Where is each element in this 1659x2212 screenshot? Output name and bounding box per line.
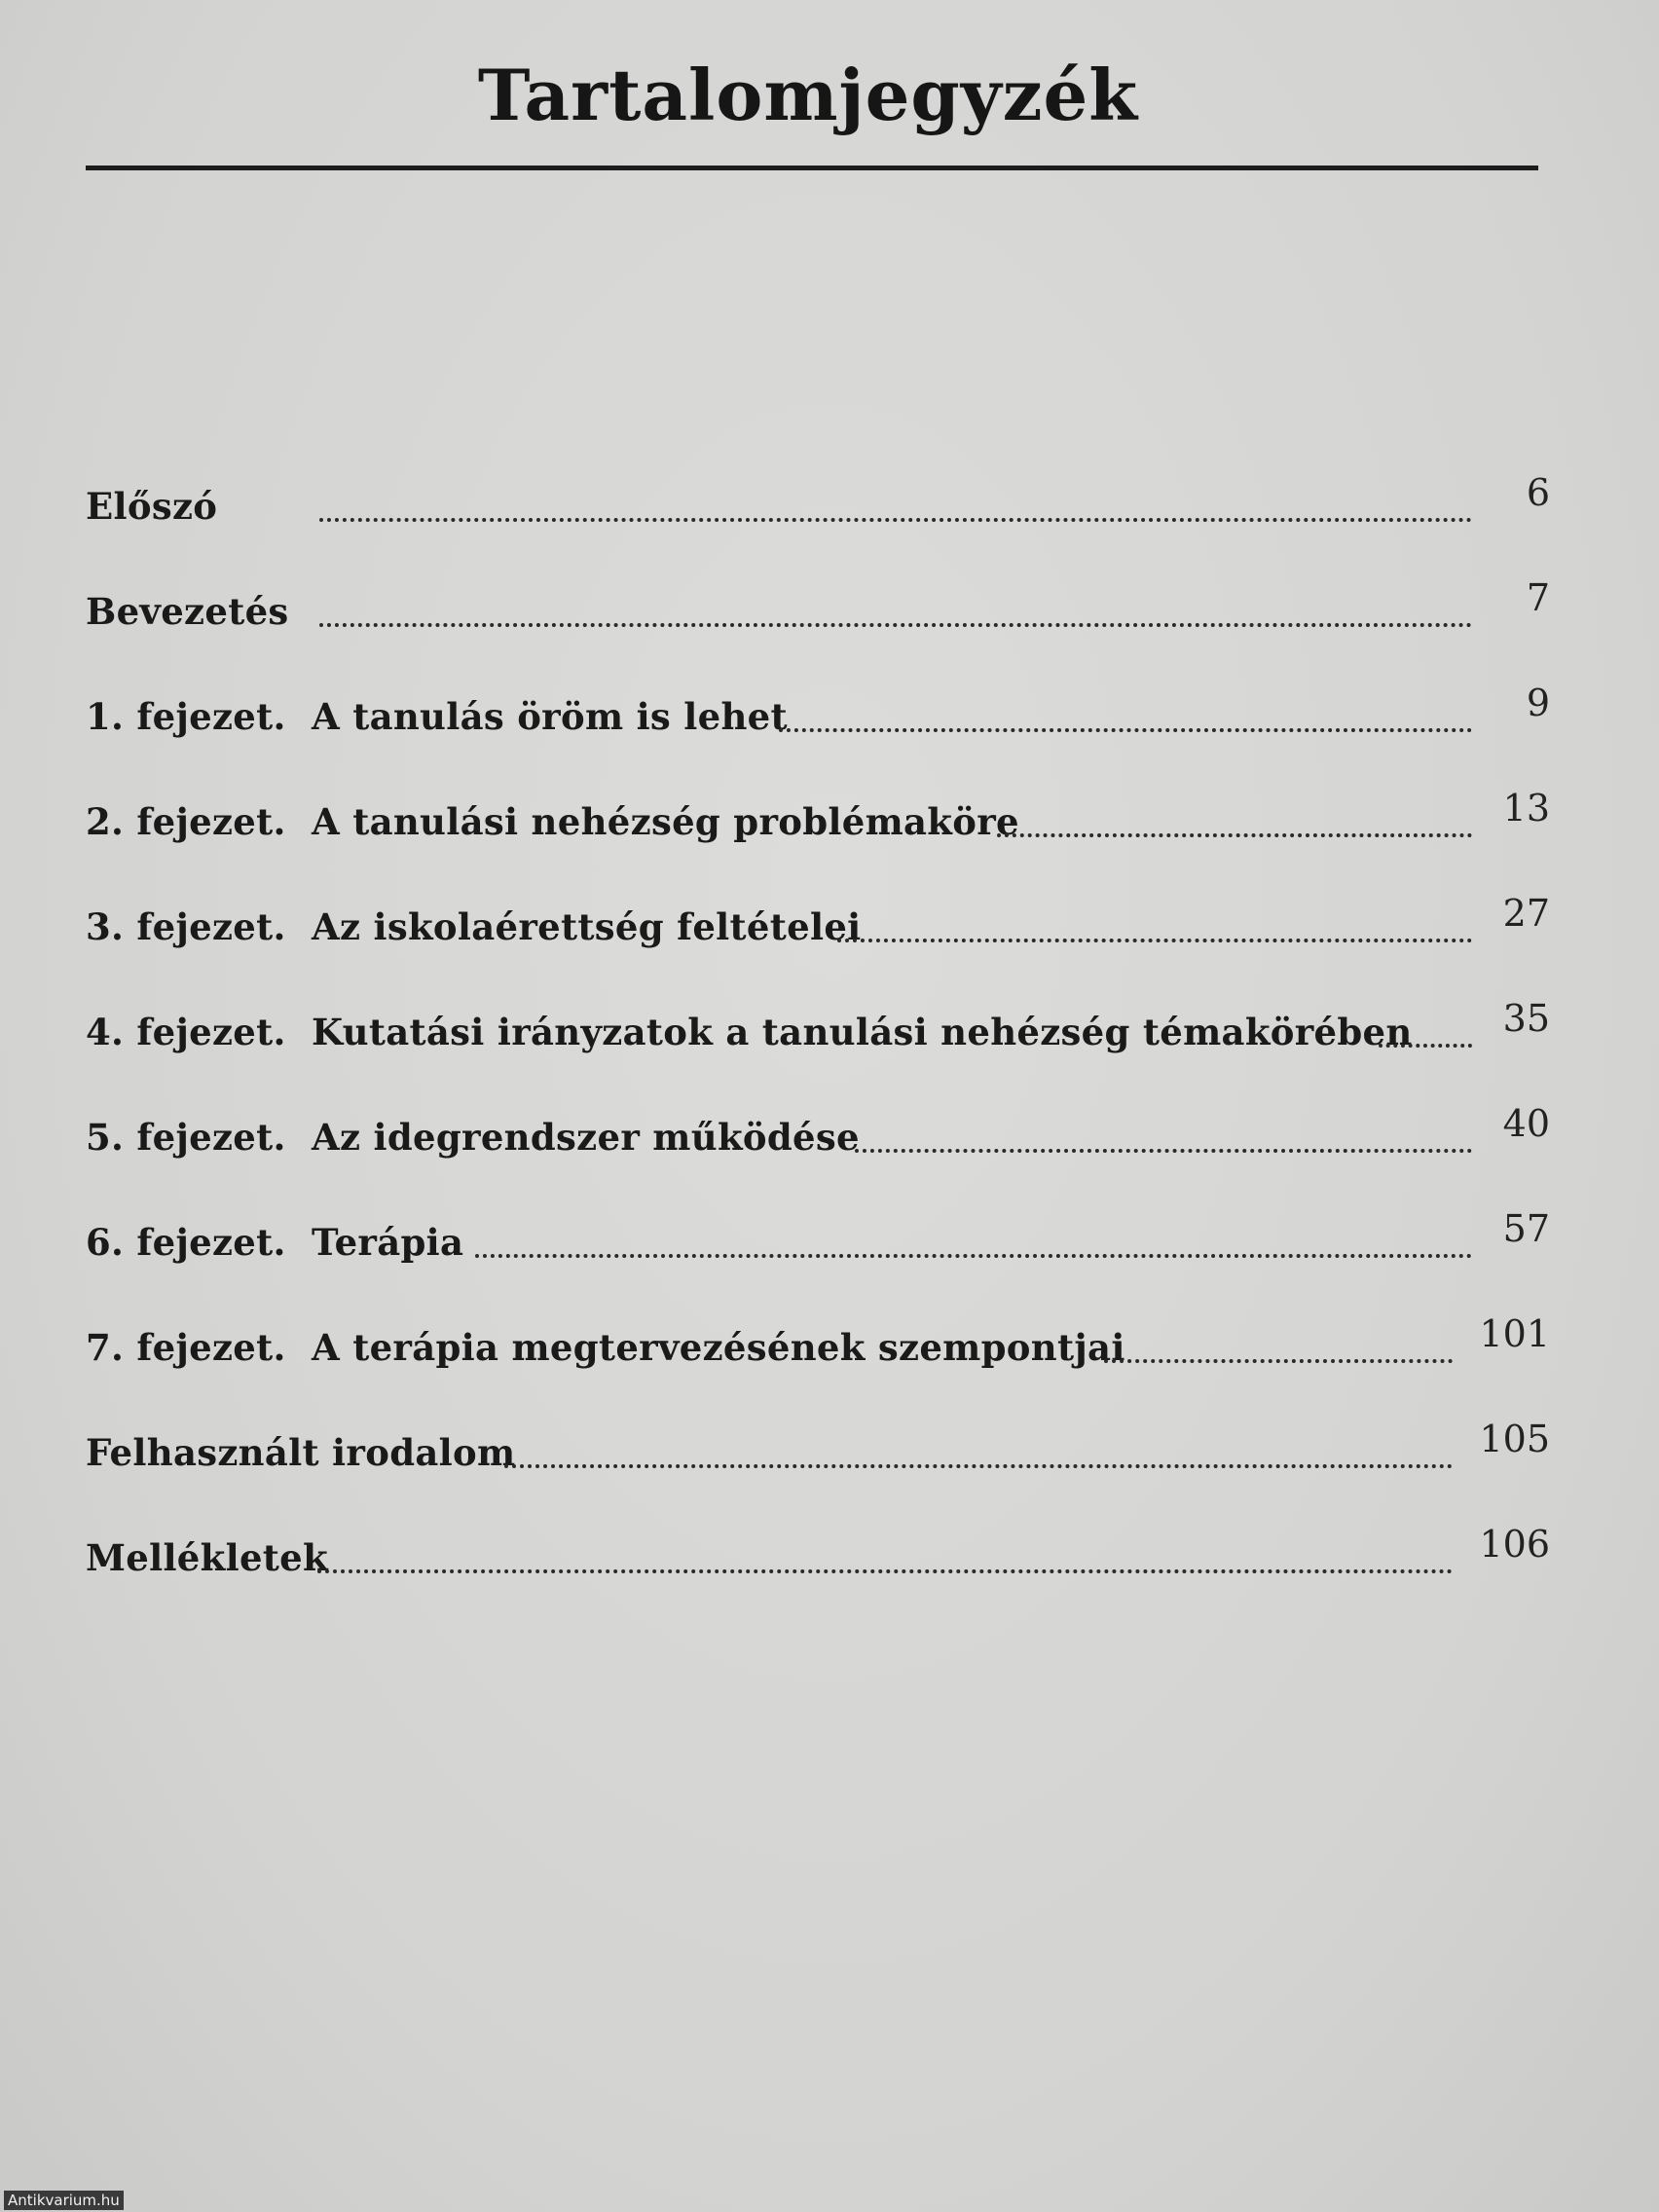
toc-entry-label: 7. fejezet. [86, 1326, 286, 1369]
toc-leader-dots [504, 1410, 1453, 1468]
toc-entry-label: 5. fejezet. [86, 1116, 286, 1159]
toc-entry-bevezetes [86, 576, 1550, 641]
toc-entry-page: 106 [1479, 1523, 1550, 1566]
toc-entry-chapter-5 [86, 1102, 1550, 1166]
toc-entry-label: 1. fejezet. [86, 695, 286, 738]
toc-entry-title: A terápia megtervezésének szempontjai [312, 1326, 1125, 1369]
toc-entry-title: A tanulási nehézség problémaköre [312, 800, 1019, 843]
toc-entry-title: Kutatási irányzatok a tanulási nehézség témakörében [312, 1011, 1413, 1053]
toc-entry-chapter-3 [86, 892, 1550, 956]
toc-entry-page: 6 [1526, 471, 1550, 514]
watermark: Antikvarium.hu [4, 2191, 124, 2210]
page-title: Tartalomjegyzék [477, 54, 1139, 136]
toc-leader-dots [1379, 989, 1472, 1048]
toc-entry-page: 7 [1526, 576, 1550, 619]
toc-entry-mellekletek [86, 1523, 1550, 1587]
toc-entry-title: Terápia [312, 1221, 464, 1264]
toc-entry-page: 35 [1502, 997, 1550, 1040]
toc-entry-eloszo [86, 471, 1550, 535]
toc-leader-dots [319, 463, 1472, 522]
title-underline [86, 166, 1538, 170]
toc-entry-page: 9 [1526, 682, 1550, 724]
toc-entry-irodalom [86, 1418, 1550, 1482]
toc-leader-dots [475, 1199, 1472, 1258]
toc-entry-label: Felhasznált irodalom [86, 1431, 516, 1474]
toc-entry-label: 6. fejezet. [86, 1221, 286, 1264]
toc-entry-label: 4. fejezet. [86, 1011, 286, 1053]
toc-entry-chapter-7 [86, 1312, 1550, 1377]
toc-entry-label: Bevezetés [86, 590, 289, 633]
toc-entry-title: Az iskolaérettség feltételei [312, 905, 862, 948]
toc-leader-dots [319, 569, 1472, 627]
toc-entry-page: 101 [1479, 1312, 1550, 1355]
toc-leader-dots [837, 884, 1472, 942]
toc-leader-dots [1104, 1305, 1453, 1363]
toc-leader-dots [997, 779, 1472, 837]
toc-entry-label: 2. fejezet. [86, 800, 286, 843]
toc-entry-title: Az idegrendszer működése [312, 1116, 860, 1159]
toc-entry-label: 3. fejezet. [86, 905, 286, 948]
toc-entry-label: Mellékletek [86, 1536, 328, 1579]
toc-entry-chapter-2 [86, 787, 1550, 851]
toc-entry-page: 105 [1479, 1418, 1550, 1460]
toc-entry-page: 27 [1502, 892, 1550, 935]
toc-entry-chapter-6 [86, 1207, 1550, 1272]
toc-entry-label: Előszó [86, 485, 218, 528]
toc-entry-chapter-4 [86, 997, 1550, 1061]
toc-entry-title: A tanulás öröm is lehet [312, 695, 788, 738]
toc-leader-dots [317, 1515, 1453, 1573]
toc-entry-page: 13 [1502, 787, 1550, 830]
toc-entry-page: 57 [1502, 1207, 1550, 1250]
toc-entry-chapter-1 [86, 682, 1550, 746]
toc-entry-page: 40 [1502, 1102, 1550, 1145]
toc-leader-dots [855, 1094, 1472, 1153]
toc-leader-dots [779, 674, 1472, 732]
